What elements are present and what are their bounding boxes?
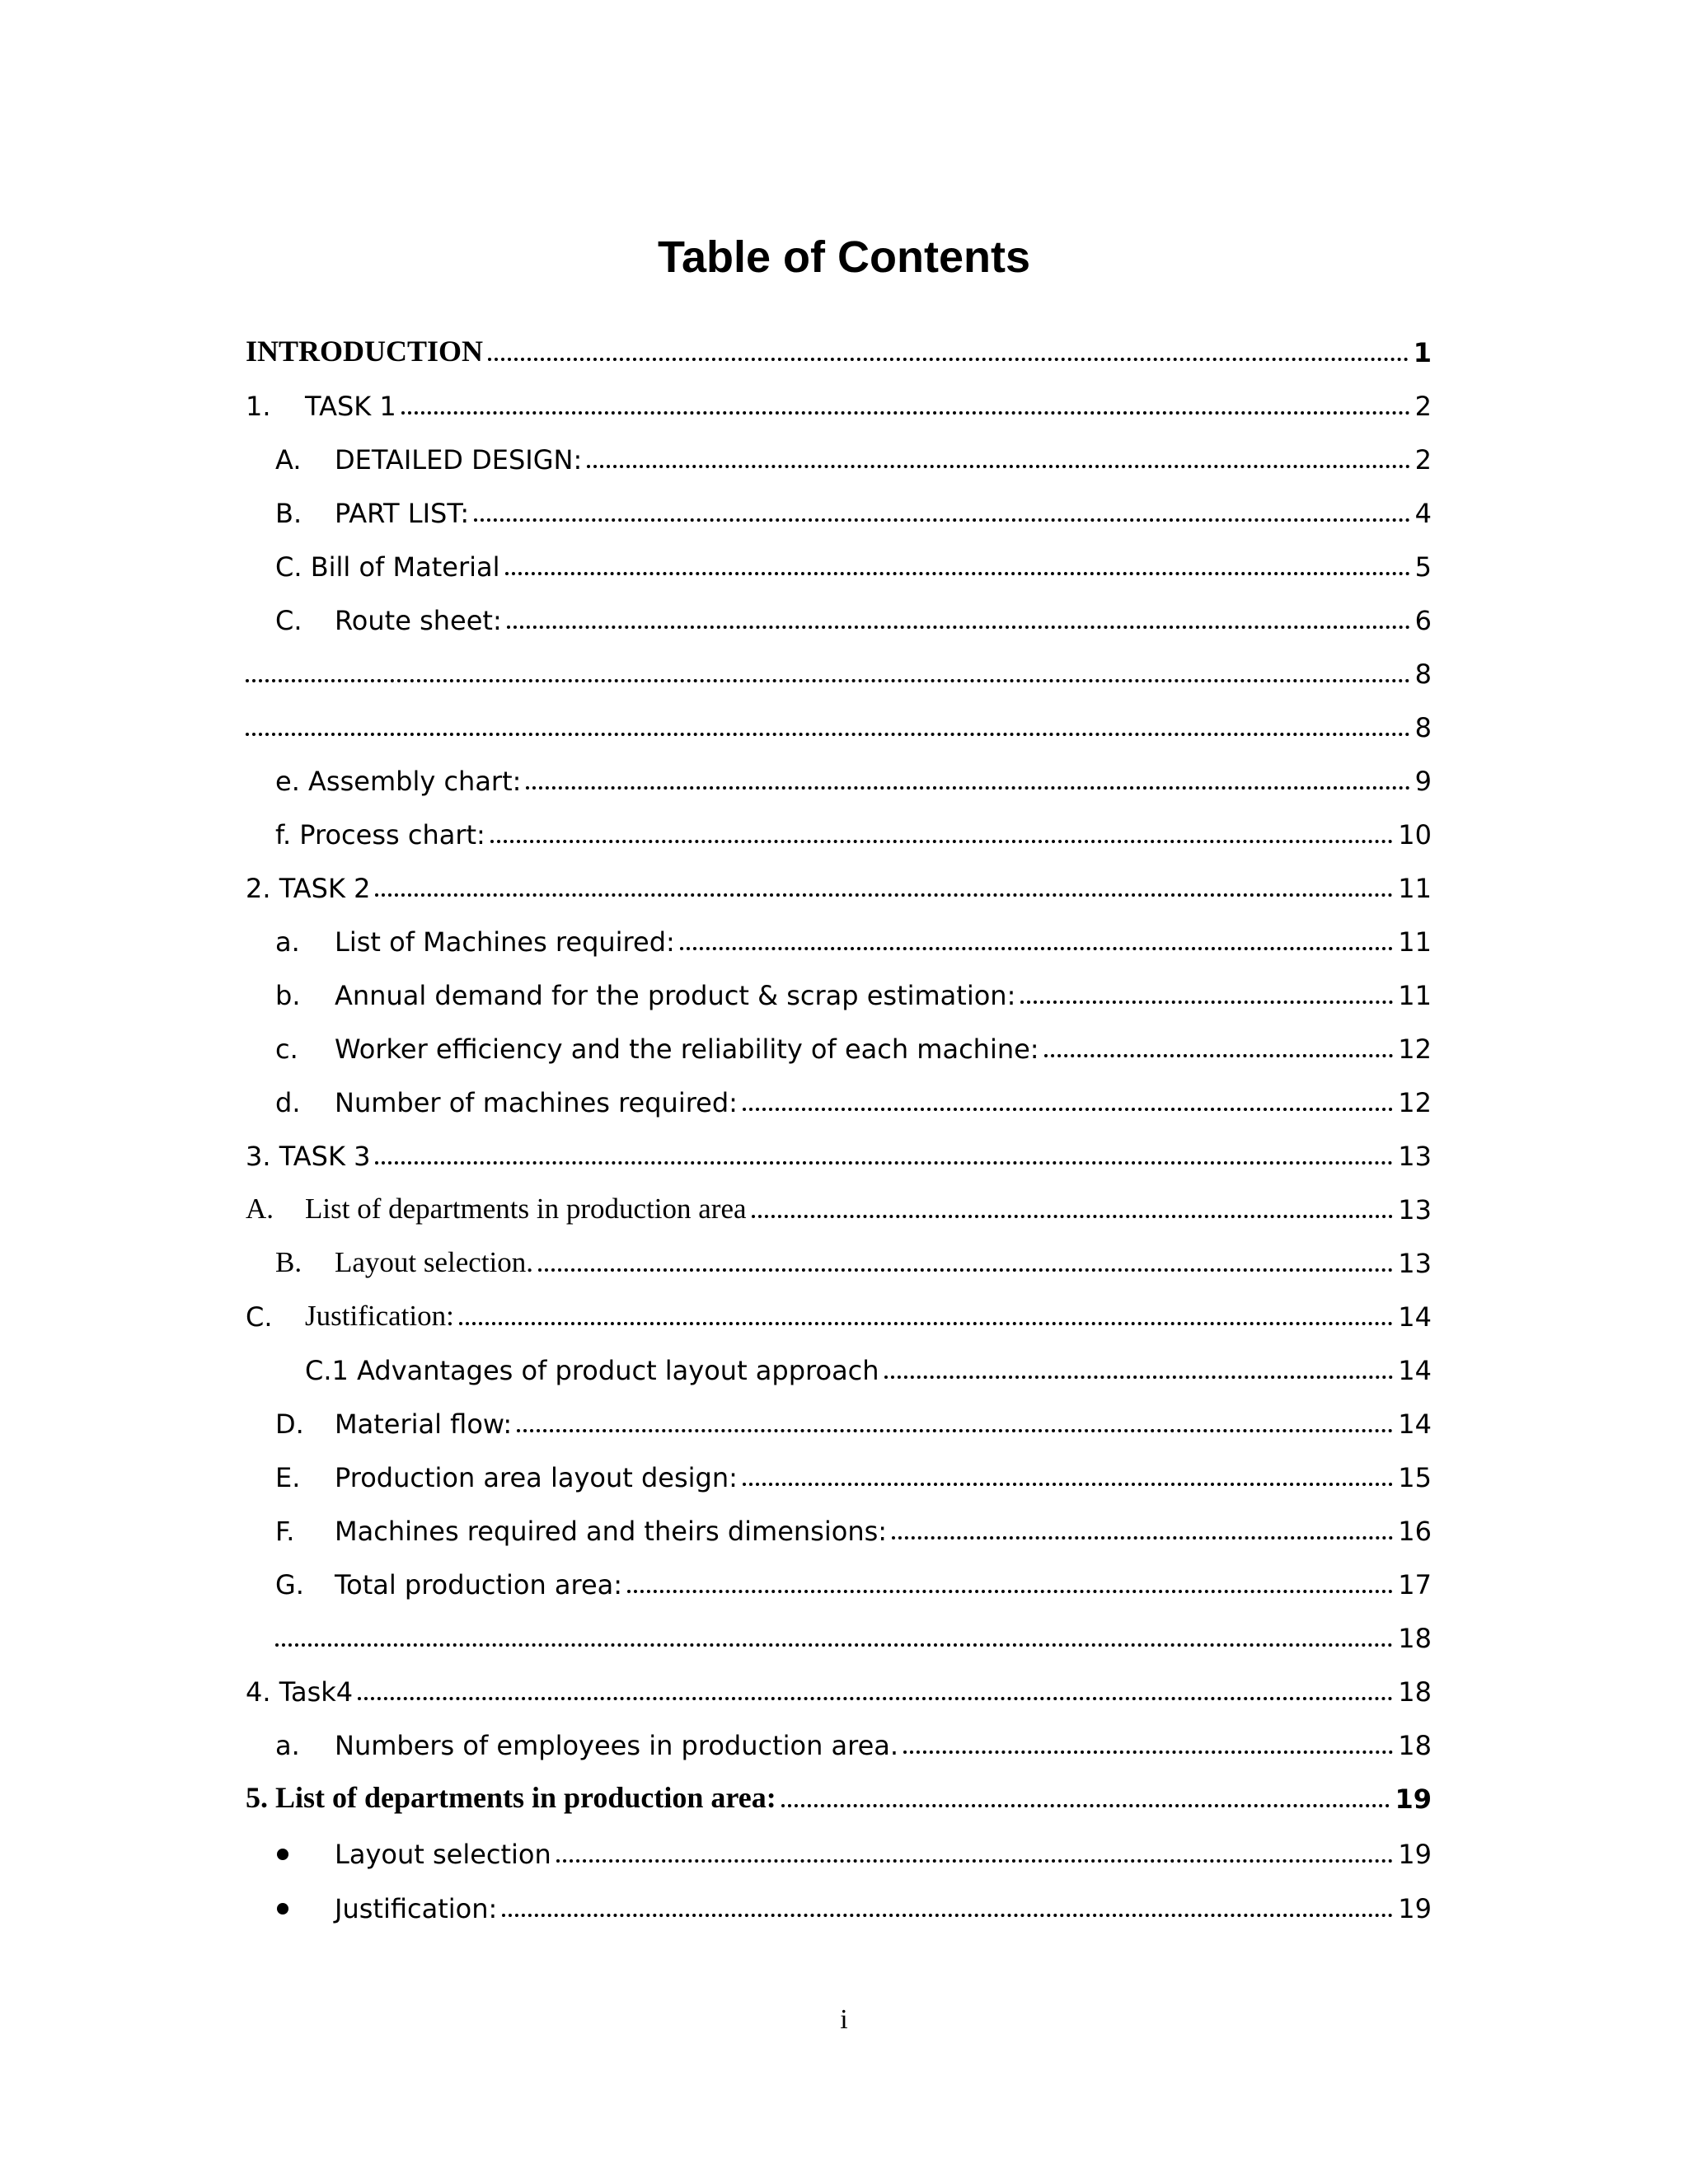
toc-entry-route-sheet[interactable] <box>275 593 1432 636</box>
toc-entry-page: 2 <box>1414 391 1432 422</box>
toc-entry-label: Number of machines required: <box>335 1087 738 1118</box>
toc-entry-number-of-machines[interactable] <box>275 1076 1432 1118</box>
bullet-icon <box>277 1903 288 1915</box>
toc-entry-page: 11 <box>1398 873 1432 904</box>
toc-entry-page: 6 <box>1414 605 1432 636</box>
dot-leader <box>538 1268 1393 1272</box>
dot-leader <box>781 1804 1390 1807</box>
toc-entry-page: 19 <box>1398 1839 1432 1870</box>
dot-leader <box>375 893 1393 897</box>
dot-leader <box>517 1429 1393 1432</box>
toc-entry-label: Justification: <box>335 1893 498 1924</box>
toc-entry-page: 9 <box>1414 766 1432 797</box>
toc-entry-layout-selection[interactable] <box>275 1236 1432 1279</box>
dot-leader <box>246 679 1410 682</box>
toc-entry-page: 8 <box>1414 658 1432 690</box>
dot-leader <box>892 1536 1393 1540</box>
toc-entry-page: 16 <box>1398 1516 1432 1547</box>
toc-entry-assembly-chart[interactable] <box>275 754 1432 797</box>
dot-leader <box>1044 1054 1394 1057</box>
toc-entry-page: 11 <box>1398 980 1432 1011</box>
dot-leader <box>401 411 1410 415</box>
dot-leader <box>507 626 1410 629</box>
toc-entry-page: 12 <box>1398 1033 1432 1065</box>
dot-leader <box>358 1697 1393 1700</box>
toc-entry-label: List of departments in production area <box>305 1193 747 1225</box>
toc-entry-page: 17 <box>1398 1569 1432 1601</box>
toc-entry-list-of-machines[interactable] <box>275 915 1432 958</box>
toc-entry-page: 18 <box>1398 1730 1432 1761</box>
toc-entry-page: 14 <box>1398 1408 1432 1440</box>
toc-entry-label: C.1 Advantages of product layout approach <box>305 1355 879 1386</box>
dot-leader <box>627 1590 1393 1593</box>
toc-entry-task-4[interactable] <box>246 1665 1432 1708</box>
toc-entry-number: A. <box>246 1193 274 1225</box>
toc-entry-introduction[interactable] <box>246 326 1432 368</box>
toc-entry-page: 19 <box>1398 1893 1432 1924</box>
toc-entry-page: 18 <box>1398 1676 1432 1708</box>
dot-leader <box>680 947 1394 950</box>
toc-entry-number: b. <box>275 980 301 1011</box>
toc-entry-page: 1 <box>1413 337 1432 368</box>
toc-entry-label: 5. List of departments in production area: <box>246 1781 776 1814</box>
toc-entry-number: A. <box>275 444 302 476</box>
toc-entry-page: 13 <box>1398 1141 1432 1172</box>
toc-entry-label: Layout selection. <box>335 1246 534 1278</box>
toc-entry-label: Machines required and theirs dimensions: <box>335 1516 888 1547</box>
toc-entry-untitled[interactable] <box>275 1611 1432 1654</box>
dot-leader <box>474 518 1409 522</box>
page-number: i <box>840 2004 848 2035</box>
toc-entry-number: C. <box>246 1301 273 1333</box>
toc-entry-number: E. <box>275 1462 301 1493</box>
toc-entry-page: 2 <box>1414 444 1432 476</box>
toc-entry-bill-of-material[interactable] <box>275 540 1432 583</box>
toc-entry-bullet-layout-selection[interactable] <box>277 1827 1432 1870</box>
toc-entry-page: 14 <box>1398 1355 1432 1386</box>
toc-entry-label: PART LIST: <box>335 498 470 529</box>
toc-entry-page: 10 <box>1398 819 1432 851</box>
toc-entry-advantages[interactable] <box>305 1343 1432 1386</box>
toc-entry-annual-demand[interactable] <box>275 968 1432 1011</box>
toc-entry-task-1[interactable] <box>246 379 1432 422</box>
toc-entry-label: Worker efficiency and the reliability of each machine: <box>335 1033 1039 1065</box>
toc-entry-page: 8 <box>1414 712 1432 743</box>
dot-leader <box>556 1859 1394 1863</box>
dot-leader <box>488 358 1409 361</box>
toc-entry-page: 19 <box>1395 1783 1432 1815</box>
bullet-icon <box>277 1849 288 1860</box>
toc-entry-machine-dimensions[interactable] <box>275 1504 1432 1547</box>
toc-entry-label: TASK 1 <box>305 391 396 422</box>
toc-entry-page: 14 <box>1398 1301 1432 1333</box>
toc-entry-list-of-departments[interactable] <box>246 1183 1432 1226</box>
toc-entry-layout-design[interactable] <box>275 1451 1432 1493</box>
toc-entry-number: a. <box>275 1730 300 1761</box>
dot-leader <box>459 1322 1393 1325</box>
page-title: Table of Contents <box>658 232 1030 282</box>
dot-leader <box>752 1215 1394 1218</box>
toc-entry-label: 2. TASK 2 <box>246 873 371 904</box>
dot-leader <box>903 1750 1393 1754</box>
dot-leader <box>375 1161 1393 1165</box>
toc-entry-page: 13 <box>1398 1194 1432 1226</box>
toc-entry-label: Route sheet: <box>335 605 502 636</box>
toc-entry-total-production-area[interactable] <box>275 1558 1432 1601</box>
toc-entry-untitled[interactable] <box>246 701 1432 743</box>
toc-entry-number: d. <box>275 1087 301 1118</box>
toc-entry-label: f. Process chart: <box>275 819 485 851</box>
dot-leader <box>526 786 1409 790</box>
dot-leader <box>505 572 1410 575</box>
toc-entry-number: C. <box>275 605 302 636</box>
toc-entry-number: G. <box>275 1569 304 1601</box>
toc-entry-label: Production area layout design: <box>335 1462 738 1493</box>
toc-entry-page: 5 <box>1414 551 1432 583</box>
toc-entry-number: c. <box>275 1033 298 1065</box>
toc-entry-label: e. Assembly chart: <box>275 766 522 797</box>
toc-entry-label: Material flow: <box>335 1408 513 1440</box>
toc-entry-label: Annual demand for the product & scrap estimation: <box>335 980 1016 1011</box>
toc-entry-label: Total production area: <box>335 1569 623 1601</box>
toc-entry-number: B. <box>275 498 302 529</box>
toc-entry-employees[interactable] <box>275 1718 1432 1761</box>
toc-entry-label: Justification: <box>305 1300 454 1332</box>
dot-leader <box>743 1483 1393 1486</box>
dot-leader <box>1020 1001 1393 1004</box>
dot-leader <box>246 733 1410 736</box>
toc-entry-page: 11 <box>1398 926 1432 958</box>
dot-leader <box>275 1643 1393 1647</box>
toc-entry-page: 15 <box>1398 1462 1432 1493</box>
dot-leader <box>743 1108 1393 1111</box>
toc-entry-label: INTRODUCTION <box>246 335 484 368</box>
toc-entry-page: 18 <box>1398 1623 1432 1654</box>
toc-entry-number: B. <box>275 1246 302 1278</box>
toc-entry-page: 12 <box>1398 1087 1432 1118</box>
toc-entry-detailed-design[interactable] <box>275 433 1432 476</box>
toc-entry-label: 3. TASK 3 <box>246 1141 371 1172</box>
dot-leader <box>502 1914 1393 1917</box>
toc-entry-departments-heading[interactable] <box>246 1772 1432 1815</box>
toc-entry-label: DETAILED DESIGN: <box>335 444 583 476</box>
toc-entry-number: 1. <box>246 391 271 422</box>
toc-entry-bullet-justification[interactable] <box>277 1882 1432 1924</box>
toc-entry-label: 4. Task4 <box>246 1676 354 1708</box>
toc-entry-part-list[interactable] <box>275 486 1432 529</box>
toc-entry-page: 4 <box>1414 498 1432 529</box>
toc-entry-process-chart[interactable] <box>275 808 1432 851</box>
dot-leader <box>884 1376 1394 1379</box>
toc-entry-material-flow[interactable] <box>275 1397 1432 1440</box>
toc-entry-label: Numbers of employees in production area. <box>335 1730 899 1761</box>
toc-entry-label: List of Machines required: <box>335 926 675 958</box>
toc-entry-task-3[interactable] <box>246 1129 1432 1172</box>
dot-leader <box>490 840 1393 843</box>
toc-entry-label: C. Bill of Material <box>275 551 500 583</box>
toc-entry-worker-efficiency[interactable] <box>275 1022 1432 1065</box>
toc-entry-task-2[interactable] <box>246 861 1432 904</box>
toc-entry-number: D. <box>275 1408 304 1440</box>
toc-entry-untitled[interactable] <box>246 647 1432 690</box>
toc-entry-label: Layout selection <box>335 1839 551 1870</box>
toc-entry-page: 13 <box>1398 1248 1432 1279</box>
toc-entry-number: F. <box>275 1516 295 1547</box>
toc-entry-number: a. <box>275 926 300 958</box>
dot-leader <box>587 465 1409 468</box>
toc-entry-justification[interactable] <box>246 1290 1432 1333</box>
